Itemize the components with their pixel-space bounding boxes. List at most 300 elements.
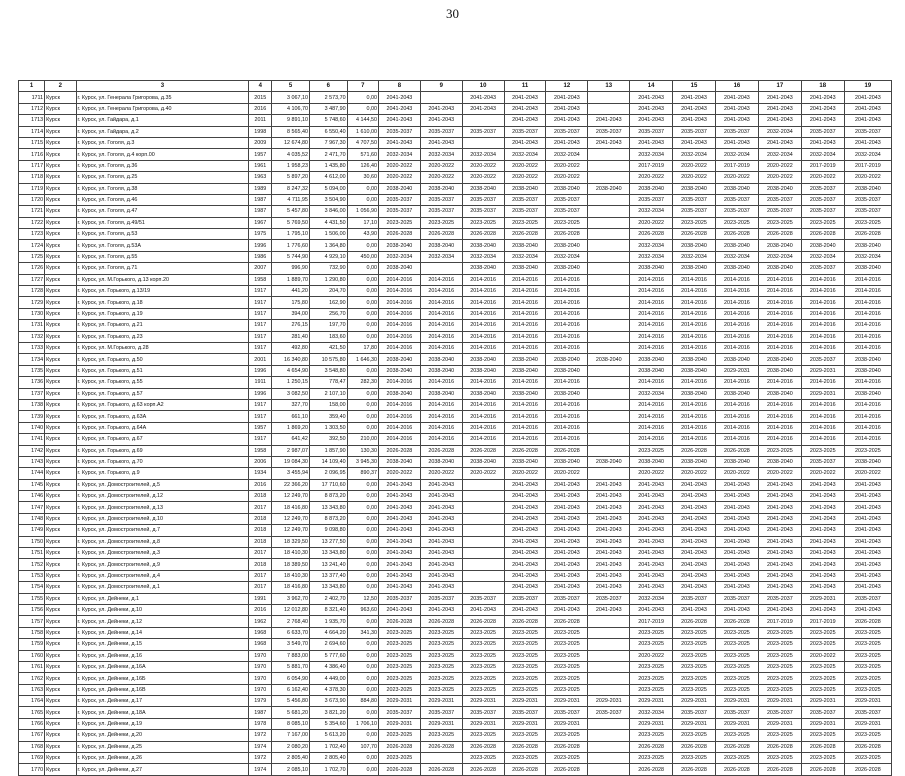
table-cell: 2038-2040 — [758, 183, 801, 194]
table-cell: 1 506,00 — [309, 229, 347, 240]
table-cell: 2020-2022 — [844, 172, 891, 183]
table-cell: 2014-2016 — [420, 399, 462, 410]
table-cell: 492,80 — [272, 342, 310, 353]
table-row — [19, 696, 892, 707]
table-cell: 2014-2016 — [462, 411, 504, 422]
table-row — [19, 468, 892, 479]
table-cell: 2017-2019 — [715, 160, 758, 171]
table-cell: 2020-2022 — [715, 172, 758, 183]
table-row — [19, 502, 892, 513]
table-cell: 3 846,00 — [309, 206, 347, 217]
table-cell: г. Курск, ул. Домостроителей, д.12 — [76, 491, 249, 502]
table-cell: 2041-2043 — [504, 604, 546, 615]
table-cell: 2035-2037 — [546, 707, 588, 718]
table-cell: 0,00 — [347, 274, 378, 285]
table-cell: 2041-2043 — [801, 604, 844, 615]
table-cell: 2020-2022 — [546, 172, 588, 183]
table-cell: 2014-2016 — [379, 434, 421, 445]
table-cell: 2014-2016 — [379, 274, 421, 285]
page-number: 30 — [446, 6, 459, 21]
table-cell: 5 748,60 — [309, 115, 347, 126]
table-cell: 2035-2037 — [504, 194, 546, 205]
table-cell: 2041-2043 — [504, 491, 546, 502]
table-cell: 3 548,80 — [309, 365, 347, 376]
table-row — [19, 92, 892, 103]
table-cell: 2020-2022 — [801, 172, 844, 183]
table-cell: 2041-2043 — [630, 115, 673, 126]
table-cell: 2032-2034 — [844, 149, 891, 160]
table-row — [19, 650, 892, 661]
table-cell: 1751 — [19, 548, 45, 559]
table-row — [19, 115, 892, 126]
table-cell: Курск — [45, 559, 76, 570]
table-cell: 2023-2025 — [546, 661, 588, 672]
column-header: 11 — [504, 81, 546, 92]
table-cell: 2023-2025 — [801, 661, 844, 672]
table-cell: Курск — [45, 331, 76, 342]
table-cell: 12 249,70 — [272, 491, 310, 502]
table-cell: 12 249,70 — [272, 525, 310, 536]
table-cell: 2041-2043 — [715, 137, 758, 148]
table-cell: 6 054,90 — [272, 673, 310, 684]
table-cell: 1 935,70 — [309, 616, 347, 627]
table-cell: Курск — [45, 194, 76, 205]
table-cell: 2014-2016 — [379, 377, 421, 388]
table-cell: 1957 — [249, 422, 272, 433]
table-cell: 2032-2034 — [715, 149, 758, 160]
table-cell: 2041-2043 — [588, 115, 630, 126]
table-cell: 2038-2040 — [546, 263, 588, 274]
column-header: 16 — [715, 81, 758, 92]
table-cell: 2038-2040 — [420, 365, 462, 376]
table-cell: 2014-2016 — [462, 331, 504, 342]
table-cell: 2026-2028 — [673, 229, 716, 240]
table-cell: г. Курск, ул. Горького, д.23 — [76, 331, 249, 342]
table-cell: 1958 — [249, 445, 272, 456]
table-cell: 2041-2043 — [546, 570, 588, 581]
table-cell: 1764 — [19, 696, 45, 707]
table-cell: 2038-2040 — [673, 240, 716, 251]
table-cell: 2023-2025 — [379, 627, 421, 638]
table-cell — [588, 718, 630, 729]
table-cell: 2014-2016 — [379, 422, 421, 433]
table-cell: 126,40 — [347, 160, 378, 171]
table-cell: 2041-2043 — [801, 479, 844, 490]
table-cell: 1968 — [249, 639, 272, 650]
table-cell: 16 340,80 — [272, 354, 310, 365]
table-row — [19, 536, 892, 547]
table-cell: 1763 — [19, 684, 45, 695]
table-cell: 661,10 — [272, 411, 310, 422]
table-cell: Курск — [45, 684, 76, 695]
table-cell: 2032-2034 — [462, 149, 504, 160]
table-cell: 2041-2043 — [715, 115, 758, 126]
table-row — [19, 673, 892, 684]
table-cell: 2023-2025 — [673, 639, 716, 650]
table-cell: 2023-2025 — [462, 684, 504, 695]
table-cell: 2014-2016 — [801, 331, 844, 342]
table-cell: 2023-2025 — [844, 684, 891, 695]
table-cell: 2035-2037 — [420, 593, 462, 604]
table-cell — [588, 616, 630, 627]
table-cell: 1745 — [19, 479, 45, 490]
table-row — [19, 274, 892, 285]
table-cell: 0,00 — [347, 183, 378, 194]
table-cell: Курск — [45, 274, 76, 285]
table-cell: 7 967,30 — [309, 137, 347, 148]
table-cell: 4 612,00 — [309, 172, 347, 183]
table-cell: 2023-2025 — [758, 639, 801, 650]
table-cell: 2038-2040 — [588, 354, 630, 365]
table-cell: 2041-2043 — [801, 513, 844, 524]
table-cell: 2023-2025 — [462, 661, 504, 672]
table-cell: Курск — [45, 491, 76, 502]
table-cell: г. Курск, ул. Горького, д.67 — [76, 434, 249, 445]
table-cell: 9 098,80 — [309, 525, 347, 536]
table-cell: 2 085,10 — [272, 764, 310, 775]
table-cell: 2041-2043 — [588, 525, 630, 536]
table-cell: 2014-2016 — [630, 342, 673, 353]
table-cell: 2041-2043 — [673, 536, 716, 547]
table-cell: 0,00 — [347, 399, 378, 410]
table-cell: 2026-2028 — [546, 616, 588, 627]
table-cell: 2038-2040 — [546, 388, 588, 399]
table-cell: 2041-2043 — [504, 548, 546, 559]
table-cell: 2041-2043 — [844, 479, 891, 490]
table-cell: 2020-2022 — [758, 468, 801, 479]
table-cell: 2041-2043 — [504, 92, 546, 103]
table-cell: 2032-2034 — [630, 206, 673, 217]
table-cell: 2041-2043 — [420, 513, 462, 524]
table-cell: 0,00 — [347, 308, 378, 319]
table-cell: 2017-2019 — [630, 616, 673, 627]
table-cell: 2038-2040 — [462, 365, 504, 376]
table-cell: 0,00 — [347, 536, 378, 547]
table-cell: 2035-2037 — [801, 707, 844, 718]
table-cell: 2041-2043 — [673, 548, 716, 559]
table-cell: 1766 — [19, 718, 45, 729]
table-cell: г. Курск, ул. Горького, д.63А — [76, 411, 249, 422]
table-cell — [588, 263, 630, 274]
table-cell: 2032-2034 — [758, 149, 801, 160]
table-cell: 2026-2028 — [504, 445, 546, 456]
table-cell: 2035-2037 — [504, 593, 546, 604]
table-cell: 2041-2043 — [504, 103, 546, 114]
table-cell: 2041-2043 — [420, 137, 462, 148]
table-cell: 2041-2043 — [546, 513, 588, 524]
table-cell: 2038-2040 — [758, 263, 801, 274]
table-cell: 2014-2016 — [758, 286, 801, 297]
table-cell: 2041-2043 — [462, 604, 504, 615]
table-cell: 641,42 — [272, 434, 310, 445]
table-cell: 2023-2025 — [546, 673, 588, 684]
table-cell: 2023-2025 — [673, 650, 716, 661]
table-cell: 2017-2019 — [801, 160, 844, 171]
table-cell: г. Курск, ул. Гоголя, д.38 — [76, 183, 249, 194]
table-cell: 2041-2043 — [504, 513, 546, 524]
table-cell: 2035-2037 — [715, 593, 758, 604]
table-cell: 2041-2043 — [546, 525, 588, 536]
table-cell: 2014-2016 — [715, 399, 758, 410]
table-cell: 18 410,30 — [272, 570, 310, 581]
table-cell: 2026-2028 — [462, 764, 504, 775]
table-cell: 2014-2016 — [420, 422, 462, 433]
table-cell: 2014-2016 — [801, 308, 844, 319]
table-cell: 2038-2040 — [504, 365, 546, 376]
table-cell: 2035-2037 — [801, 194, 844, 205]
table-cell: 2032-2034 — [379, 149, 421, 160]
table-cell: Курск — [45, 479, 76, 490]
table-cell — [588, 365, 630, 376]
table-cell: 2026-2028 — [546, 229, 588, 240]
table-cell: 2014-2016 — [715, 320, 758, 331]
table-cell: Курск — [45, 616, 76, 627]
table-row — [19, 411, 892, 422]
table-cell: Курск — [45, 604, 76, 615]
table-cell: 2014-2016 — [673, 331, 716, 342]
table-cell: 2023-2025 — [504, 639, 546, 650]
table-cell: 1716 — [19, 149, 45, 160]
table-cell: 2023-2025 — [673, 661, 716, 672]
table-cell: 2023-2025 — [758, 627, 801, 638]
table-cell: 2038-2040 — [462, 240, 504, 251]
table-cell: 2038-2040 — [462, 183, 504, 194]
table-cell: 2023-2025 — [715, 217, 758, 228]
table-cell: 1742 — [19, 445, 45, 456]
table-cell: 2041-2043 — [630, 548, 673, 559]
table-cell: 18 389,50 — [272, 559, 310, 570]
table-cell: 2014-2016 — [630, 297, 673, 308]
table-cell: 2038-2040 — [844, 365, 891, 376]
table-cell: Курск — [45, 217, 76, 228]
table-cell: 1 364,80 — [309, 240, 347, 251]
table-cell: 2038-2040 — [504, 456, 546, 467]
table-cell: 8 085,10 — [272, 718, 310, 729]
table-cell: 2026-2028 — [844, 764, 891, 775]
table-cell: 2038-2040 — [715, 240, 758, 251]
table-cell: 2041-2043 — [715, 570, 758, 581]
table-cell: 1987 — [249, 194, 272, 205]
table-cell — [420, 263, 462, 274]
table-cell: 2029-2031 — [462, 696, 504, 707]
table-cell: 2035-2037 — [801, 263, 844, 274]
table-cell: 2014-2016 — [844, 274, 891, 285]
table-cell: 2035-2037 — [588, 707, 630, 718]
table-cell: 2014-2016 — [801, 342, 844, 353]
table-cell: 2014-2016 — [673, 422, 716, 433]
table-cell: 2014-2016 — [630, 411, 673, 422]
table-row — [19, 639, 892, 650]
table-row — [19, 377, 892, 388]
table-cell: 2038-2040 — [379, 183, 421, 194]
table-cell: 2026-2028 — [420, 445, 462, 456]
table-cell: 4 664,20 — [309, 627, 347, 638]
table-cell: г. Курск, ул. Дейнеки, д.10 — [76, 604, 249, 615]
table-cell: г. Курск, ул. Дейнеки, д.14 — [76, 627, 249, 638]
table-cell: 4 106,70 — [272, 103, 310, 114]
table-cell: 1917 — [249, 320, 272, 331]
table-cell: 2023-2025 — [546, 627, 588, 638]
table-row — [19, 627, 892, 638]
table-row — [19, 741, 892, 752]
table-cell: 2035-2037 — [844, 206, 891, 217]
table-cell: 2041-2043 — [630, 536, 673, 547]
table-cell: 2038-2040 — [462, 354, 504, 365]
table-cell: 2038-2040 — [673, 388, 716, 399]
table-cell: 1756 — [19, 604, 45, 615]
column-header: 9 — [420, 81, 462, 92]
table-cell: 4 929,10 — [309, 251, 347, 262]
table-row — [19, 240, 892, 251]
table-cell: Курск — [45, 137, 76, 148]
table-cell: г. Курск, ул. Дейнеки, д.17 — [76, 696, 249, 707]
table-cell: 2038-2040 — [379, 388, 421, 399]
table-cell: 1 857,90 — [309, 445, 347, 456]
table-cell: 2038-2040 — [546, 456, 588, 467]
table-cell — [462, 513, 504, 524]
table-row — [19, 137, 892, 148]
table-cell: 1987 — [249, 206, 272, 217]
table-cell: 2029-2031 — [420, 718, 462, 729]
column-header: 7 — [347, 81, 378, 92]
table-cell: 197,70 — [309, 320, 347, 331]
table-cell: 1758 — [19, 627, 45, 638]
table-cell: 17,10 — [347, 217, 378, 228]
table-cell: 2038-2040 — [630, 456, 673, 467]
table-cell: 1917 — [249, 331, 272, 342]
table-cell: 2020-2022 — [462, 172, 504, 183]
table-cell: 1731 — [19, 320, 45, 331]
table-cell: 2041-2043 — [420, 115, 462, 126]
table-cell: 2041-2043 — [844, 491, 891, 502]
table-cell: 2014-2016 — [673, 377, 716, 388]
table-cell: 2041-2043 — [379, 103, 421, 114]
table-cell: Курск — [45, 707, 76, 718]
table-cell: 1736 — [19, 377, 45, 388]
table-cell: Курск — [45, 570, 76, 581]
table-cell: 2026-2028 — [715, 741, 758, 752]
table-cell: Курск — [45, 206, 76, 217]
table-cell: 0,00 — [347, 263, 378, 274]
table-cell: 2032-2034 — [630, 707, 673, 718]
table-cell: г. Курск, ул. Гоголя, д.3 — [76, 137, 249, 148]
table-cell: г. Курск, ул. Горького, д.19 — [76, 308, 249, 319]
table-cell: 1 646,30 — [347, 354, 378, 365]
table-cell: 2029-2031 — [673, 696, 716, 707]
table-cell: г. Курск, ул. Дейнеки, д.26 — [76, 753, 249, 764]
table-cell: 2035-2037 — [758, 593, 801, 604]
table-cell: 1968 — [249, 627, 272, 638]
table-cell: 2 107,10 — [309, 388, 347, 399]
table-cell: 0,00 — [347, 411, 378, 422]
table-cell: 2018 — [249, 536, 272, 547]
table-cell: 1715 — [19, 137, 45, 148]
table-cell: 2014-2016 — [630, 331, 673, 342]
table-cell — [588, 286, 630, 297]
table-cell: 2041-2043 — [801, 103, 844, 114]
table-cell: Курск — [45, 286, 76, 297]
table-cell: г. Курск, ул. Гоголя, д.71 — [76, 263, 249, 274]
table-cell: 210,00 — [347, 434, 378, 445]
table-cell: 2041-2043 — [504, 582, 546, 593]
table-cell: 1 702,40 — [309, 741, 347, 752]
table-cell: 2032-2034 — [420, 149, 462, 160]
table-cell: 2038-2040 — [673, 354, 716, 365]
table-cell: 441,20 — [272, 286, 310, 297]
table-cell: 2041-2043 — [420, 525, 462, 536]
table-cell: 2020-2022 — [801, 650, 844, 661]
table-cell: 2023-2025 — [715, 639, 758, 650]
table-cell: 2035-2037 — [715, 707, 758, 718]
table-cell — [588, 639, 630, 650]
table-cell: 1 610,00 — [347, 126, 378, 137]
table-cell: 1728 — [19, 286, 45, 297]
table-cell: 1917 — [249, 297, 272, 308]
table-cell: 2014-2016 — [844, 377, 891, 388]
table-cell: 2035-2037 — [630, 126, 673, 137]
table-cell: г. Курск, ул. Дейнеки, д.15 — [76, 639, 249, 650]
table-cell: 2041-2043 — [758, 137, 801, 148]
table-cell: 2023-2025 — [420, 730, 462, 741]
table-cell — [588, 320, 630, 331]
table-cell: Курск — [45, 388, 76, 399]
table-cell: 1967 — [249, 217, 272, 228]
table-cell: 2041-2043 — [504, 502, 546, 513]
table-cell: 2041-2043 — [588, 137, 630, 148]
table-cell: 2 573,70 — [309, 92, 347, 103]
table-cell: 2041-2043 — [630, 559, 673, 570]
table-cell: 2041-2043 — [758, 548, 801, 559]
table-cell: 2014-2016 — [630, 422, 673, 433]
table-cell: 1991 — [249, 593, 272, 604]
table-cell: 2014-2016 — [420, 434, 462, 445]
table-cell: 2035-2037 — [379, 194, 421, 205]
table-cell: 12,50 — [347, 593, 378, 604]
table-cell: 2023-2025 — [420, 217, 462, 228]
table-cell: 2029-2031 — [715, 365, 758, 376]
table-cell: г. Курск, ул. Гайдара, д.2 — [76, 126, 249, 137]
table-cell: 2038-2040 — [715, 354, 758, 365]
table-cell — [588, 160, 630, 171]
table-cell: 2014-2016 — [420, 377, 462, 388]
table-cell: 2038-2040 — [673, 365, 716, 376]
table-cell: г. Курск, ул. Дейнеки, д.25 — [76, 741, 249, 752]
table-cell: 3 487,90 — [309, 103, 347, 114]
table-cell: 13 241,40 — [309, 559, 347, 570]
table-cell: 1 290,80 — [309, 274, 347, 285]
table-cell: 2035-2037 — [630, 194, 673, 205]
table-cell: Курск — [45, 92, 76, 103]
table-cell: 2041-2043 — [715, 491, 758, 502]
table-cell: 2023-2025 — [844, 639, 891, 650]
table-cell: г. Курск, ул. Горького, д.13/19 — [76, 286, 249, 297]
table-cell: 2041-2043 — [588, 604, 630, 615]
table-cell: 2041-2043 — [546, 479, 588, 490]
table-cell: 2014-2016 — [462, 399, 504, 410]
table-cell: 2038-2040 — [504, 263, 546, 274]
table-cell: 2041-2043 — [546, 103, 588, 114]
table-cell: г. Курск, ул. Горького, д.64А — [76, 422, 249, 433]
table-cell: 2026-2028 — [379, 445, 421, 456]
table-cell: 890,37 — [347, 468, 378, 479]
table-cell: 2041-2043 — [844, 570, 891, 581]
table-cell: 1768 — [19, 741, 45, 752]
table-cell: 0,00 — [347, 684, 378, 695]
table-cell: 2020-2022 — [673, 172, 716, 183]
table-cell: 2041-2043 — [588, 548, 630, 559]
table-cell: 2035-2037 — [546, 593, 588, 604]
table-cell: 2026-2028 — [715, 229, 758, 240]
